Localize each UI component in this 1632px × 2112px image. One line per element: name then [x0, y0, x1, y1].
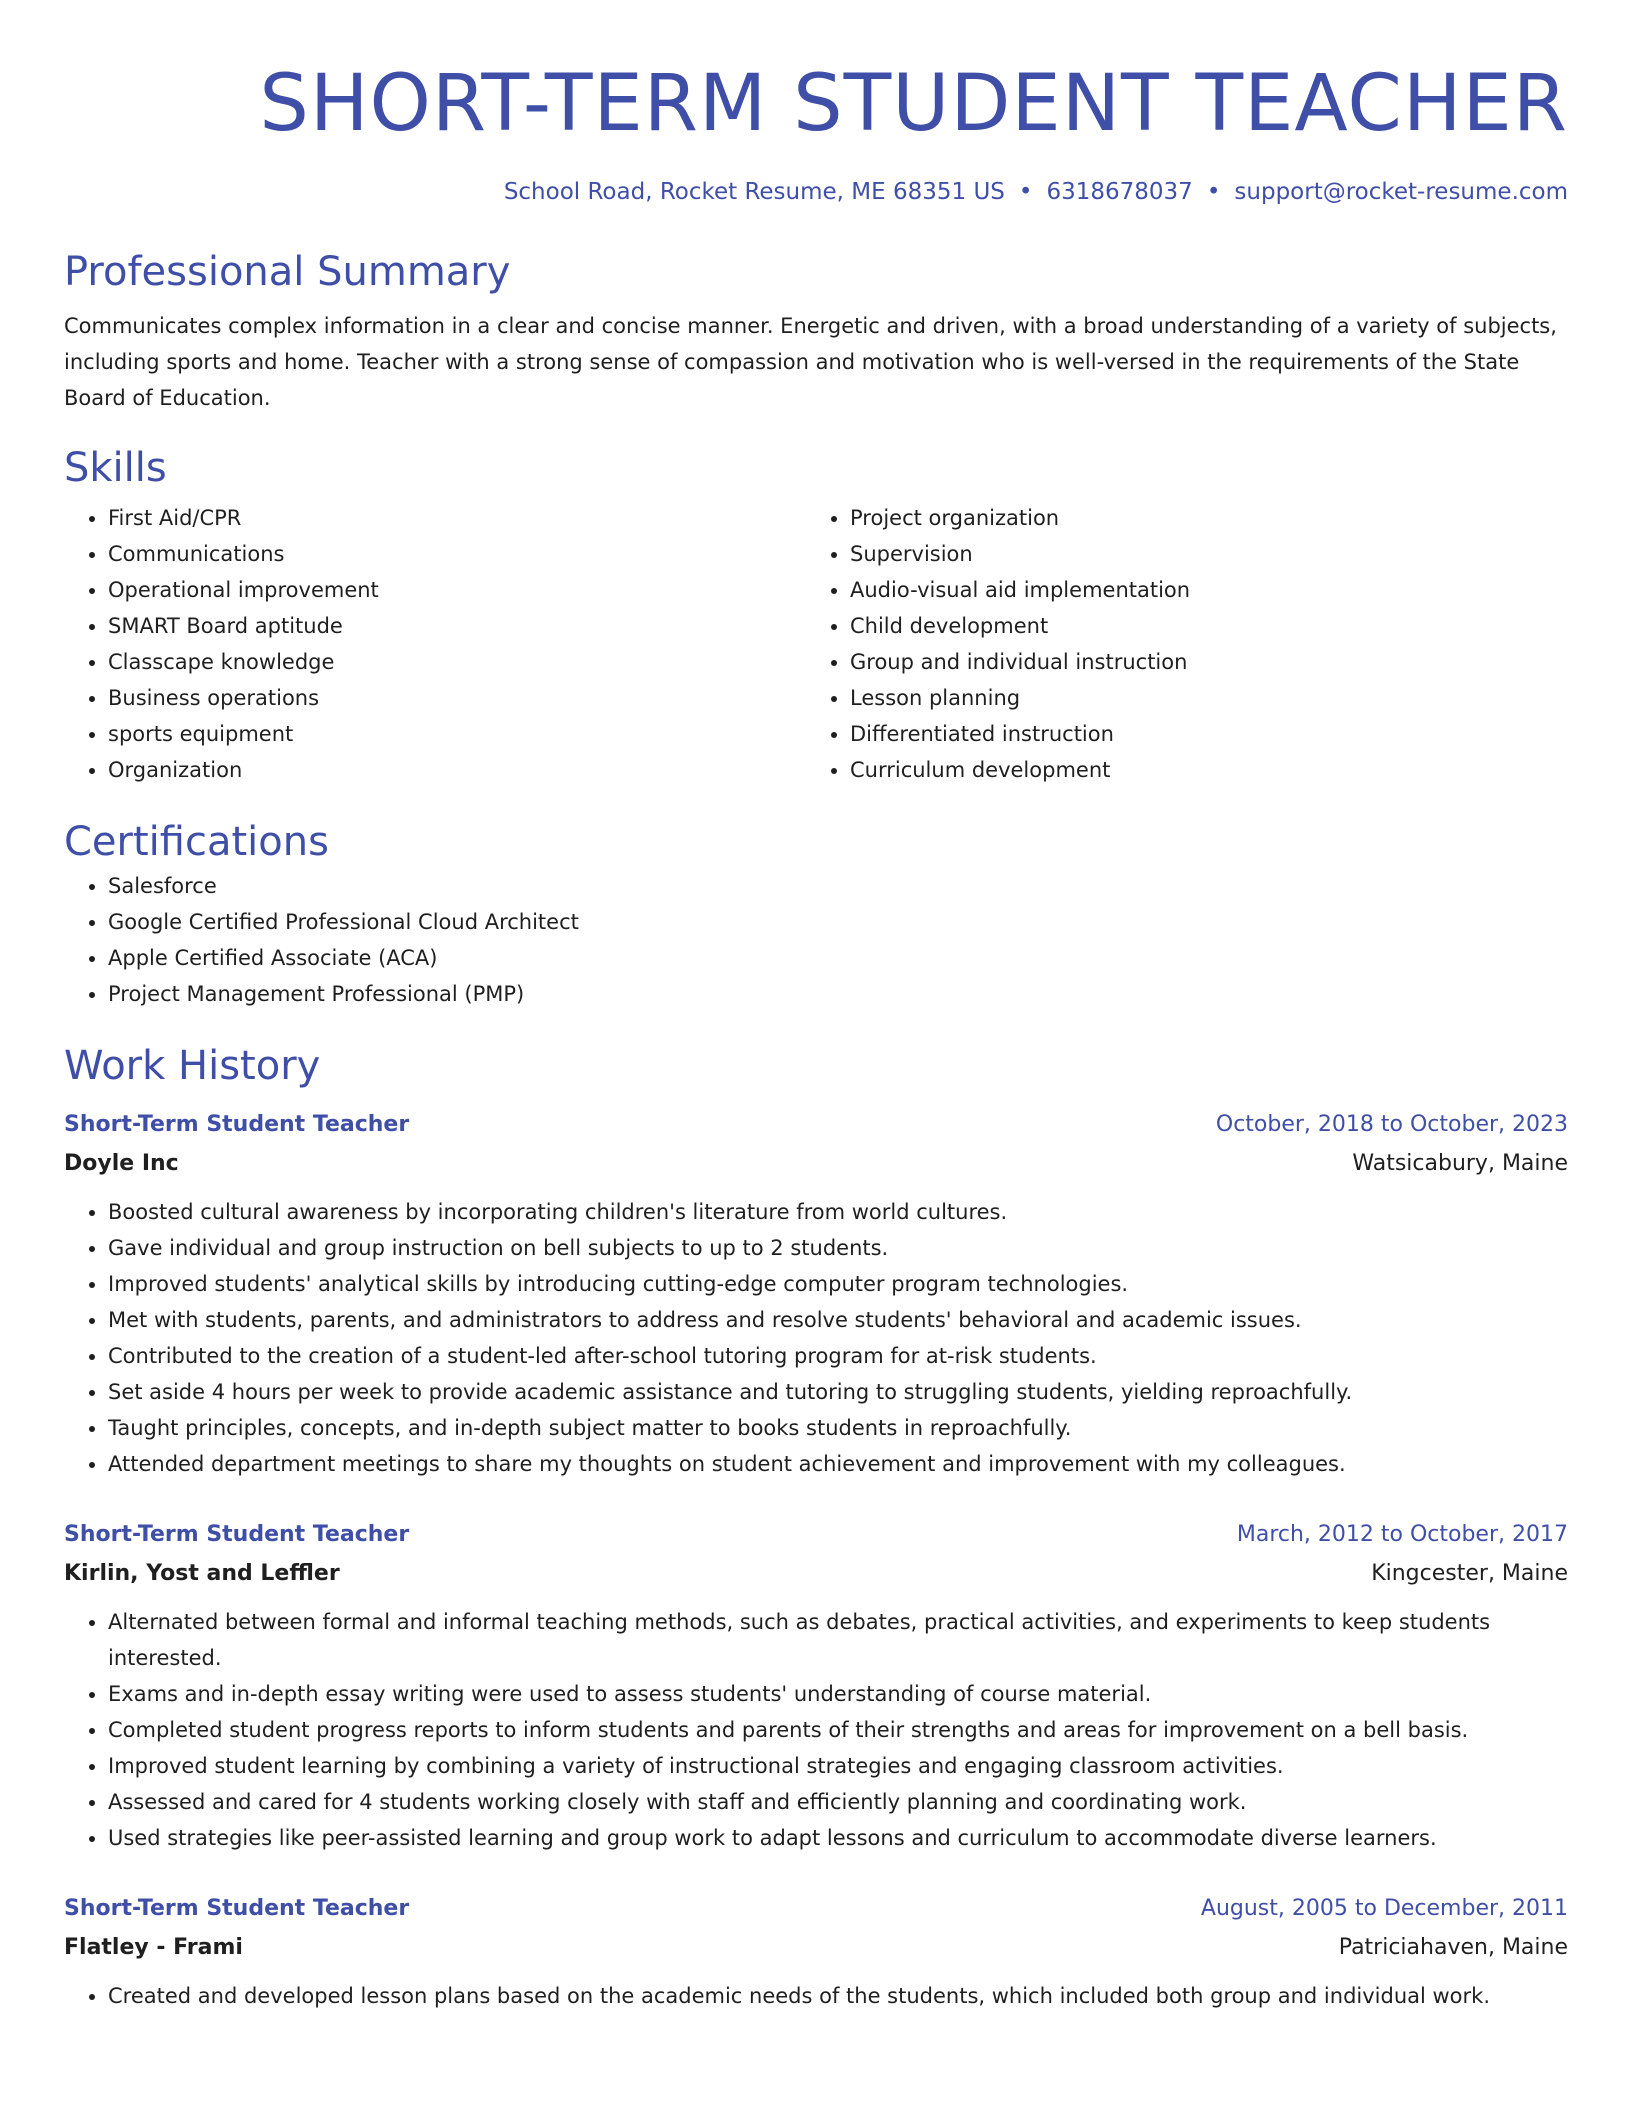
skill-item: • Business operations: [108, 680, 806, 716]
skill-item: • Differentiated instruction: [850, 716, 1548, 752]
certification-item: • Apple Certified Associate (ACA): [108, 940, 1568, 976]
job-bullet: • Gave individual and group instruction on bell subjects to up to 2 students.: [108, 1230, 1568, 1266]
job-bullets: [64, 1604, 1568, 1856]
skills-column-right: [806, 500, 1548, 788]
job-bullet: • Taught principles, concepts, and in-depth subject matter to books students in reproachfully.: [108, 1410, 1568, 1446]
job-company: Doyle Inc: [64, 1151, 179, 1176]
contact-email[interactable]: support@rocket-resume.com: [1234, 179, 1568, 205]
job-title: Short-Term Student Teacher: [64, 1112, 410, 1137]
job-bullet: • Contributed to the creation of a student-led after-school tutoring program for at-risk students.: [108, 1338, 1568, 1374]
skill-item: • First Aid/CPR: [108, 500, 806, 536]
summary-text: Communicates complex information in a clear and concise manner. Energetic and driven, with a broad understanding of a variety of subjects, including sports and home. Teacher with a strong sense of compassion and motivation who is well-versed in the requirements of the State Board of Education.: [64, 314, 1557, 410]
job-company: Kirlin, Yost and Leffler: [64, 1561, 340, 1586]
skill-item: • Child development: [850, 608, 1548, 644]
job-company-row: [64, 1144, 1568, 1184]
skill-item: • Curriculum development: [850, 752, 1548, 788]
contact-line: [64, 174, 1568, 210]
resume-page: [64, 0, 1568, 2014]
skills-list-left: [64, 500, 806, 788]
certification-item: • Google Certified Professional Cloud Architect: [108, 904, 1568, 940]
job-bullet: • Improved students' analytical skills by introducing cutting-edge computer program technologies.: [108, 1266, 1568, 1302]
skill-item: • SMART Board aptitude: [108, 608, 806, 644]
resume-name: SHORT-TERM STUDENT TEACHER: [259, 59, 1568, 149]
contact-separator: •: [1018, 179, 1033, 205]
job-bullet: • Boosted cultural awareness by incorporating children's literature from world cultures.: [108, 1194, 1568, 1230]
job-location: Kingcester, Maine: [1371, 1561, 1568, 1586]
job-header-row: [64, 1890, 1568, 1928]
job-company-row: [64, 1554, 1568, 1594]
certification-item: • Salesforce: [108, 868, 1568, 904]
job-bullet: • Alternated between formal and informal teaching methods, such as debates, practical activities, and experiments to keep students interested.: [108, 1604, 1568, 1676]
skills-column-left: [64, 500, 806, 788]
skill-item: • Lesson planning: [850, 680, 1548, 716]
skills-heading: Skills: [64, 445, 167, 491]
job-company-row: [64, 1928, 1568, 1968]
job-location: Patriciahaven, Maine: [1338, 1935, 1568, 1960]
job-bullet: • Created and developed lesson plans based on the academic needs of the students, which included both group and individual work.: [108, 1978, 1568, 2014]
job-bullet: • Met with students, parents, and administrators to address and resolve students' behavioral and academic issues.: [108, 1302, 1568, 1338]
job-location: Watsicabury, Maine: [1352, 1151, 1568, 1176]
skill-item: • Communications: [108, 536, 806, 572]
job-bullet: • Assessed and cared for 4 students working closely with staff and efficiently planning and coordinating work.: [108, 1784, 1568, 1820]
skill-item: • Classcape knowledge: [108, 644, 806, 680]
skill-item: • Organization: [108, 752, 806, 788]
skill-item: • Operational improvement: [108, 572, 806, 608]
certification-item: • Project Management Professional (PMP): [108, 976, 1568, 1012]
job-title: Short-Term Student Teacher: [64, 1896, 410, 1921]
job-dates: October, 2018 to October, 2023: [1215, 1112, 1568, 1137]
job-entry: [64, 1890, 1568, 2014]
job-bullet: • Completed student progress reports to inform students and parents of their strengths and areas for improvement on a bell basis.: [108, 1712, 1568, 1748]
job-dates: March, 2012 to October, 2017: [1236, 1522, 1568, 1547]
skill-item: • Audio-visual aid implementation: [850, 572, 1548, 608]
job-title: Short-Term Student Teacher: [64, 1522, 410, 1547]
work-history-heading: Work History: [64, 1043, 321, 1089]
job-header-row: [64, 1516, 1568, 1554]
skill-item: • Supervision: [850, 536, 1548, 572]
job-bullets: [64, 1978, 1568, 2014]
skills-list-right: [806, 500, 1548, 788]
skill-item: • Group and individual instruction: [850, 644, 1548, 680]
job-bullet: • Exams and in-depth essay writing were used to assess students' understanding of course material.: [108, 1676, 1568, 1712]
job-bullets: [64, 1194, 1568, 1482]
job-company: Flatley - Frami: [64, 1935, 243, 1960]
job-header-row: [64, 1106, 1568, 1144]
job-dates: August, 2005 to December, 2011: [1200, 1896, 1568, 1921]
summary-heading: Professional Summary: [64, 249, 511, 295]
contact-phone: 6318678037: [1046, 179, 1193, 205]
certifications-heading: Certifications: [64, 819, 329, 865]
skills-grid: [64, 500, 1568, 788]
contact-separator: •: [1206, 179, 1221, 205]
contact-address: School Road, Rocket Resume, ME 68351 US: [503, 179, 1005, 205]
job-bullet: • Attended department meetings to share my thoughts on student achievement and improvement with my colleagues.: [108, 1446, 1568, 1482]
job-bullet: • Set aside 4 hours per week to provide academic assistance and tutoring to struggling students, yielding reproachfully.: [108, 1374, 1568, 1410]
job-bullet: • Used strategies like peer-assisted learning and group work to adapt lessons and curriculum to accommodate diverse learners.: [108, 1820, 1568, 1856]
skill-item: • Project organization: [850, 500, 1548, 536]
skill-item: • sports equipment: [108, 716, 806, 752]
certifications-list: [64, 868, 1568, 1012]
job-entry: [64, 1106, 1568, 1482]
job-bullet: • Improved student learning by combining a variety of instructional strategies and engaging classroom activities.: [108, 1748, 1568, 1784]
job-entry: [64, 1516, 1568, 1856]
